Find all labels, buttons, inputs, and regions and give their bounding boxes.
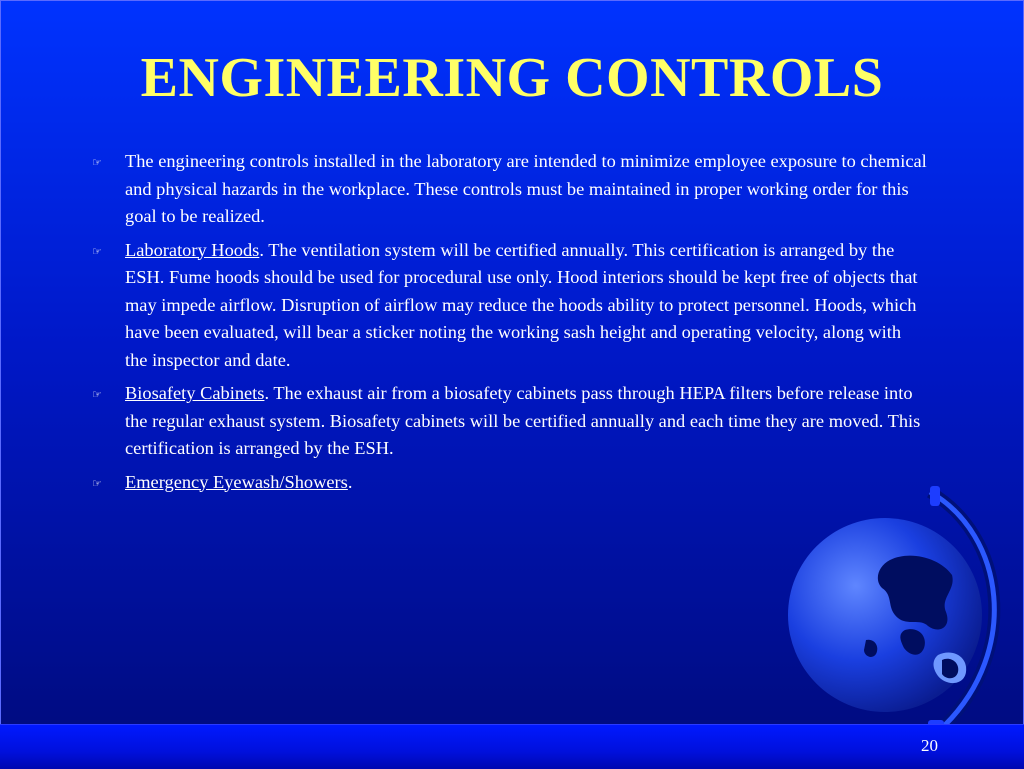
footer-bar [0,724,1024,769]
bullet-text: The engineering controls installed in the laboratory are intended to minimize employee exposure to chemical and physical hazards in the workplace. These controls must be maintained in proper working order for this goal to be realized. [125,151,927,226]
bullet-item-intro [90,148,928,231]
pointing-hand-icon: ☞ [92,388,102,401]
bullet-item-laboratory-hoods [90,237,928,375]
bullet-text: . The ventilation system will be certified annually. This certification is arranged by the ESH. Fume hoods should be used for procedural use only. Hood interiors should be kept free of objects that may impede airflow. Disruption of airflow may reduce the hoods ability to protect personnel. Hoods, which have been evaluated, will bear a sticker noting the working sash height and operating velocity, along with the inspector and date. [125,239,918,370]
page-number: 20 [921,736,938,755]
bullet-item-biosafety-cabinets [90,380,928,463]
slide-title: ENGINEERING CONTROLS [140,47,884,109]
bullet-text: . [347,471,353,492]
laboratory-hoods-link[interactable]: Laboratory Hoods [125,239,260,260]
globe-icon [770,480,1020,750]
bullet-text: . The exhaust air from a biosafety cabinets pass through HEPA filters before release into the regular exhaust system. Biosafety cabinets will be certified annually and each time they are moved. This certification is arranged by the ESH. [125,383,921,458]
pointing-hand-icon: ☞ [92,156,102,169]
biosafety-cabinets-link[interactable]: Biosafety Cabinets [125,383,265,403]
emergency-eyewash-showers-link[interactable]: Emergency Eyewash/Showers [125,471,348,492]
pointing-hand-icon: ☞ [92,244,102,258]
bullet-list [90,148,928,502]
pointing-hand-icon: ☞ [92,476,102,490]
